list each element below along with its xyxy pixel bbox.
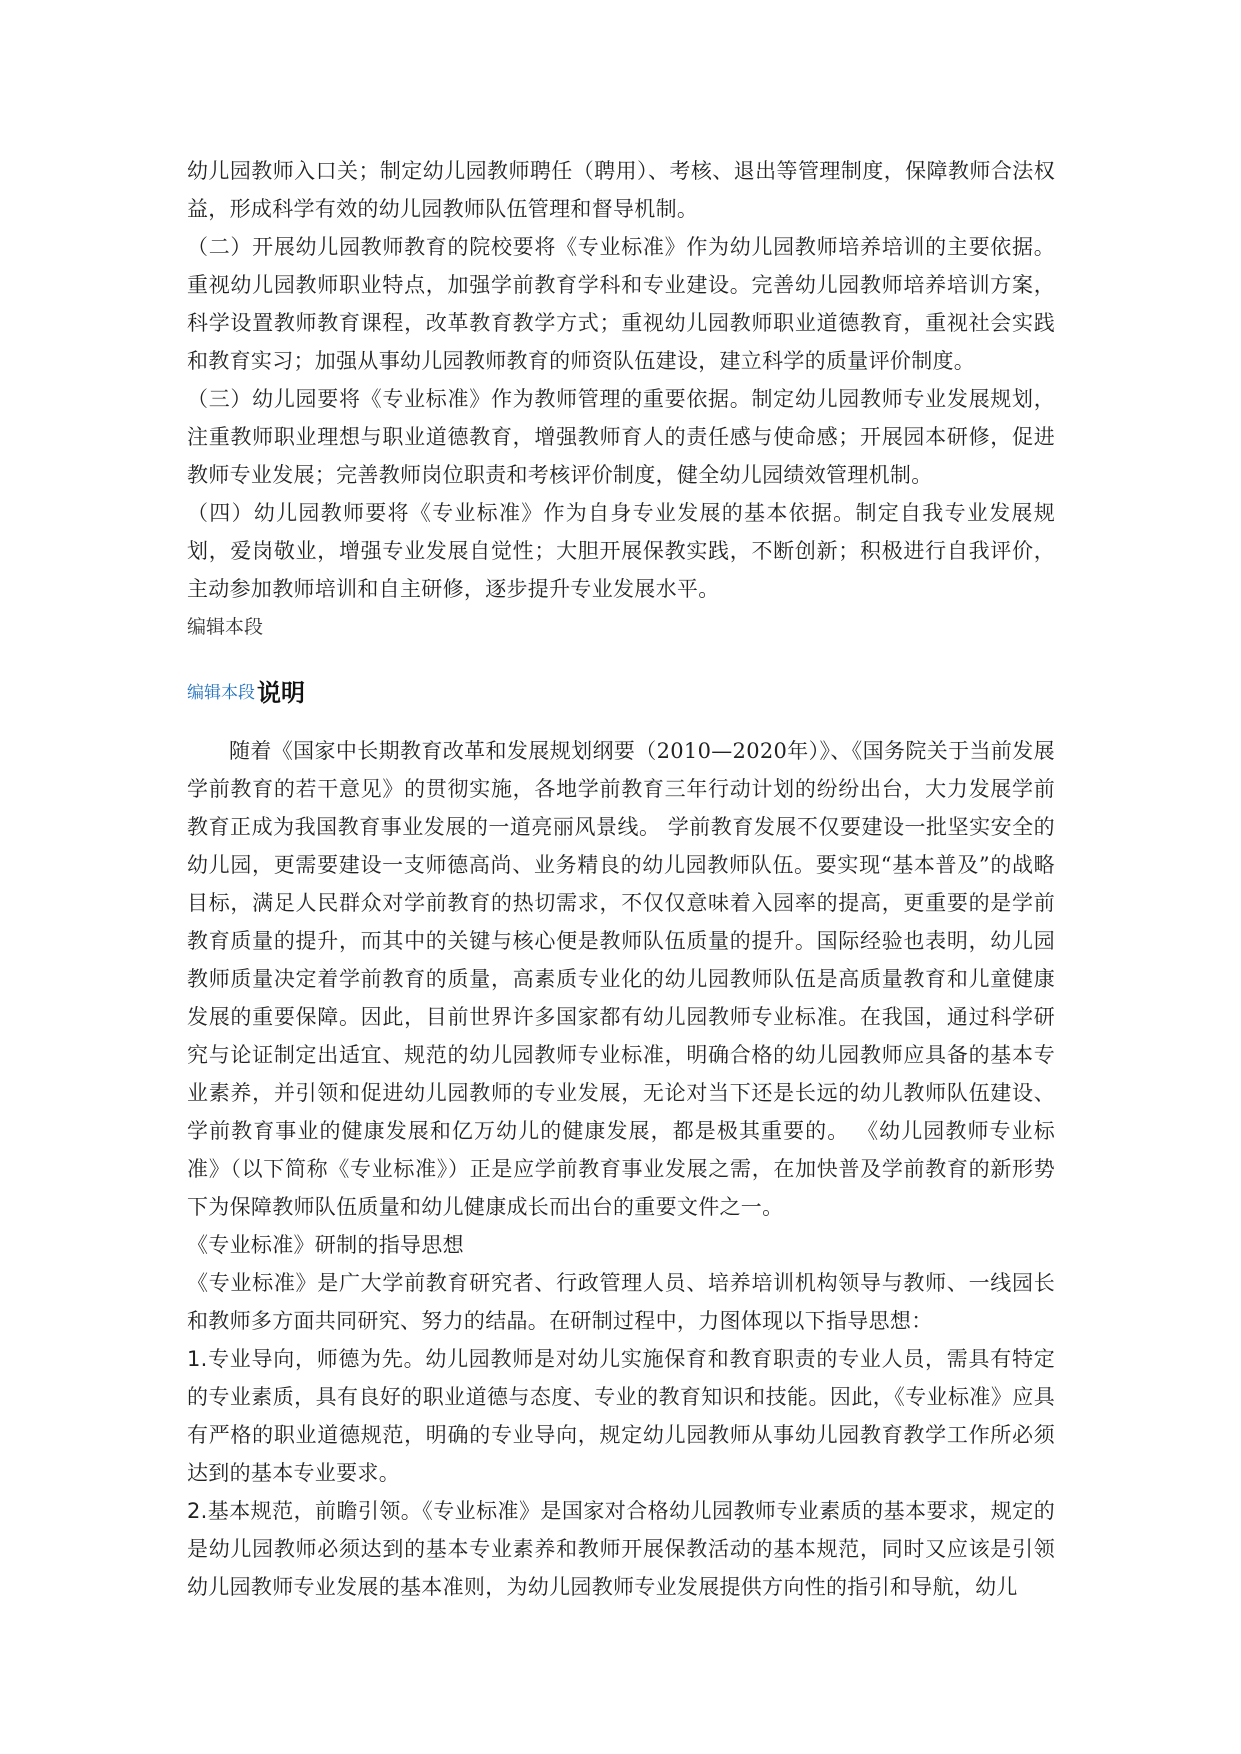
point-text: 基本规范，前瞻引领。《专业标准》是国家对合格幼儿园教师专业素质的基本要求，规定的是幼儿园教师必须达到的基本专业素养和教师开展保教活动的基本规范，同时又应该是引领幼儿园教师专业发展的基本准则，为幼儿园教师专业发展提供方向性的指引和导航，幼儿 — [187, 1499, 1055, 1599]
point-number: 2. — [187, 1499, 208, 1523]
paragraph-point-three: （三）幼儿园要将《专业标准》作为教师管理的重要依据。制定幼儿园教师专业发展规划，注重教师职业理想与职业道德教育，增强教师育人的责任感与使命感；开展园本研修，促进教师专业发展；完善教师岗位职责和考核评价制度，健全幼儿园绩效管理机制。 — [187, 387, 1055, 487]
section-title: 说明 — [257, 679, 305, 707]
guidance-intro: 《专业标准》是广大学前教育研究者、行政管理人员、培养培训机构领导与教师、一线园长和教师多方面共同研究、努力的结晶。在研制过程中，力图体现以下指导思想： — [187, 1271, 1055, 1333]
guidance-point-1 — [187, 1340, 1055, 1492]
point-number: 1. — [187, 1347, 208, 1371]
subheading: 《专业标准》研制的指导思想 — [187, 1233, 464, 1257]
guidance-point-2 — [187, 1492, 1055, 1606]
paragraph-point-four: （四）幼儿园教师要将《专业标准》作为自身专业发展的基本依据。制定自我专业发展规划，爱岗敬业，增强专业发展自觉性；大胆开展保教实践，不断创新；积极进行自我评价，主动参加教师培训和自主研修，逐步提升专业发展水平。 — [187, 501, 1055, 601]
edit-section-link[interactable]: 编辑本段 — [187, 683, 255, 703]
edit-section-text: 编辑本段 — [187, 616, 264, 638]
section-heading — [187, 668, 1055, 708]
paragraph-management: 幼儿园教师入口关；制定幼儿园教师聘任（聘用）、考核、退出等管理制度，保障教师合法权益，形成科学有效的幼儿园教师队伍管理和督导机制。 — [187, 159, 1055, 221]
paragraph-point-two: （二）开展幼儿园教师教育的院校要将《专业标准》作为幼儿园教师培养培训的主要依据。重视幼儿园教师职业特点，加强学前教育学科和专业建设。完善幼儿园教师培养培训方案，科学设置教师教育课程，改革教育教学方式；重视幼儿园教师职业道德教育，重视社会实践和教育实习；加强从事幼儿园教师教育的师资队伍建设，建立科学的质量评价制度。 — [187, 235, 1055, 373]
point-text: 专业导向，师德为先。幼儿园教师是对幼儿实施保育和教育职责的专业人员，需具有特定的专业素质，具有良好的职业道德与态度、专业的教育知识和技能。因此，《专业标准》应具有严格的职业道德规范，明确的专业导向，规定幼儿园教师从事幼儿园教育教学工作所必须达到的基本专业要求。 — [187, 1347, 1055, 1485]
document-page — [187, 152, 1055, 1606]
intro-paragraph: 随着《国家中长期教育改革和发展规划纲要（2010—2020年）》、《国务院关于当前发展学前教育的若干意见》的贯彻实施，各地学前教育三年行动计划的纷纷出台，大力发展学前教育正成为我国教育事业发展的一道亮丽风景线。 学前教育发展不仅要建设一批坚实安全的幼儿园，更需要建设一支师德高尚、业务精良的幼儿园教师队伍。要实现“基本普及”的战略目标，满足人民群众对学前教育的热切需求，不仅仅意味着入园率的提高，更重要的是学前教育质量的提升，而其中的关键与核心便是教师队伍质量的提升。国际经验也表明，幼儿园教师质量决定着学前教育的质量，高素质专业化的幼儿园教师队伍是高质量教育和儿童健康发展的重要保障。因此，目前世界许多国家都有幼儿园教师专业标准。在我国，通过科学研究与论证制定出适宜、规范的幼儿园教师专业标准，明确合格的幼儿园教师应具备的基本专业素养，并引领和促进幼儿园教师的专业发展，无论对当下还是长远的幼儿教师队伍建设、学前教育事业的健康发展和亿万幼儿的健康发展，都是极其重要的。 《幼儿园教师专业标准》（以下简称《专业标准》）正是应学前教育事业发展之需，在加快普及学前教育的新形势下为保障教师队伍质量和幼儿健康成长而出台的重要文件之一。 — [187, 739, 1055, 1219]
